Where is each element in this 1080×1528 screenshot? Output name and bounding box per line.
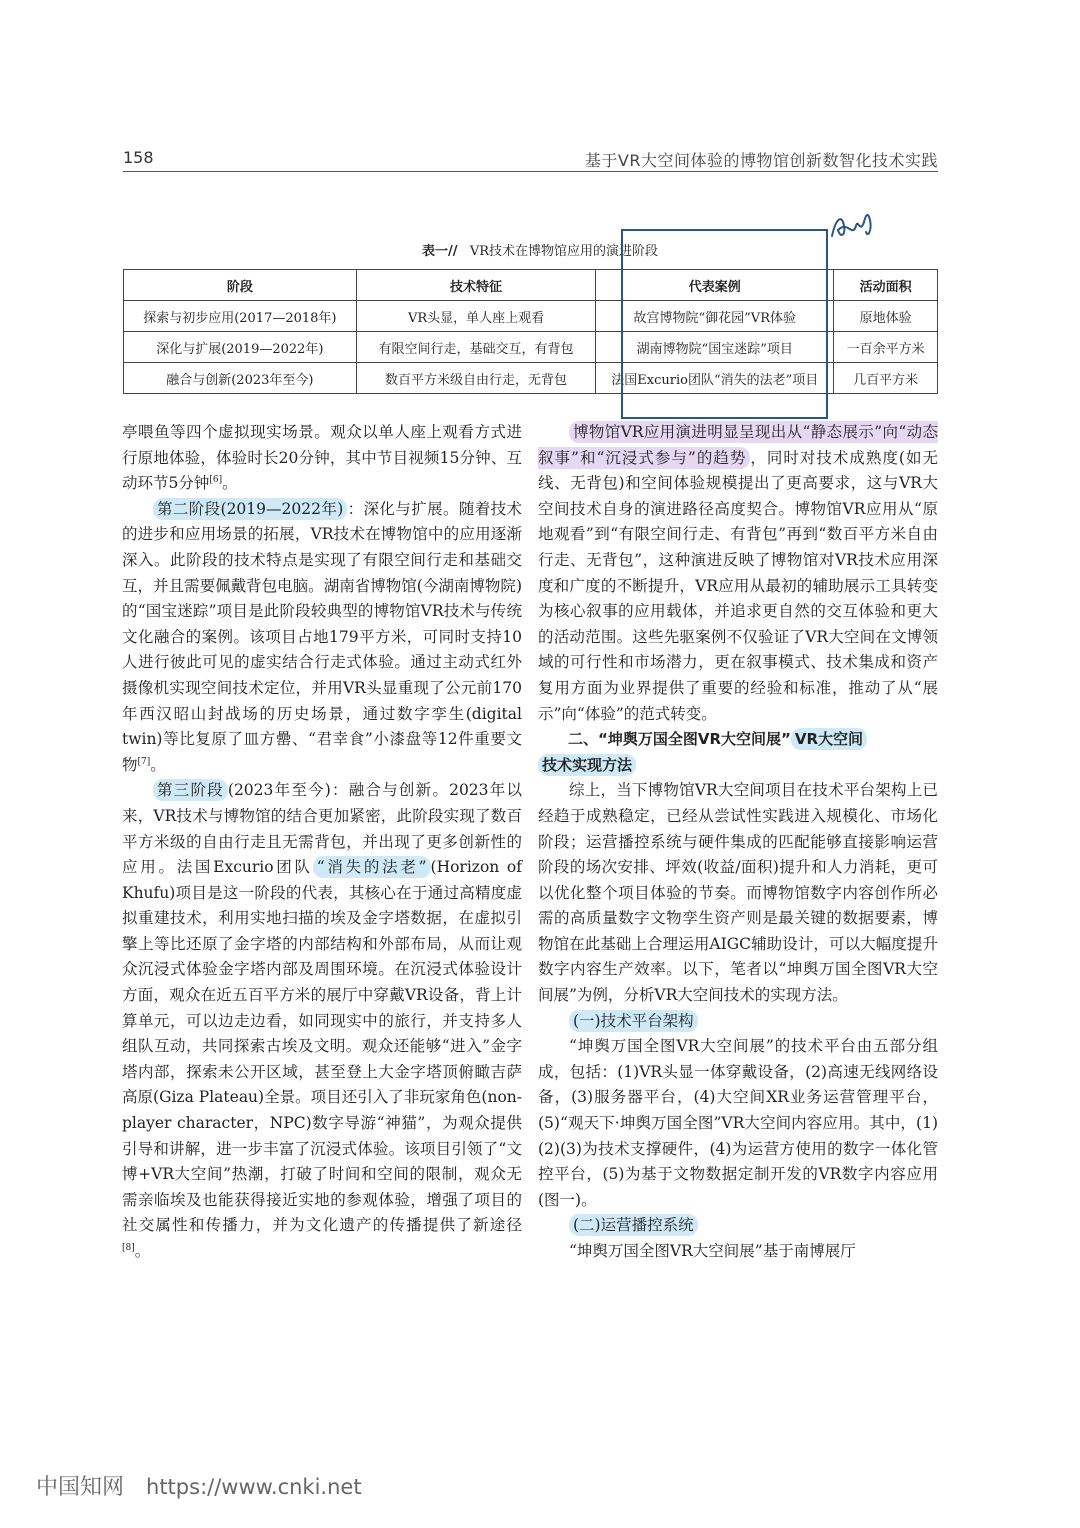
paragraph <box>122 497 522 779</box>
paragraph-text: “坤舆万国全图VR大空间展”基于南博展厅 <box>569 1242 856 1260</box>
right-column <box>538 420 938 1265</box>
subsection-heading <box>538 1009 938 1035</box>
left-column <box>122 420 522 1265</box>
highlight-stage-two: 第二阶段(2019—2022年) <box>153 498 347 520</box>
watermark-url: https://www.cnki.net <box>146 1475 362 1499</box>
highlight-vanished-pharaoh: “消失的法老” <box>313 856 431 878</box>
section-heading-text: 二、“坤舆万国全图VR大空间展” <box>568 730 791 749</box>
table-cell: 原地体验 <box>834 301 938 332</box>
paragraph <box>538 1034 938 1213</box>
annotation-rectangle <box>621 229 828 419</box>
table-header-cell: 阶段 <box>124 270 357 301</box>
header-rule <box>123 171 938 172</box>
paragraph <box>122 778 522 1264</box>
reference-mark: [6] <box>209 475 223 486</box>
paragraph-text: ：深化与扩展。随着技术的进步和应用场景的拓展，VR技术在博物馆中的应用逐渐深入。此阶段的技术特点是实现了有限空间行走和基础交互，并且需要佩戴背包电脑。湖南省博物馆(今湖南博物院)的“国宝迷踪”项目是此阶段较典型的博物馆VR技术与传统文化融合的案例。该项目占地179平方米，可同时支持10人进行彼此可见的虚实结合行走式体验。通过主动式红外摄像机实现空间技术定位，并用VR头显重现了公元前170年西汉昭山封战场的历史场景，通过数字孪生(digital twin)等比复原了皿方罍、“君幸食”小漆盘等12件重要文物 <box>122 499 522 774</box>
section-heading <box>538 727 938 778</box>
highlight-section: 技术实现方法 <box>538 754 636 776</box>
table-cell: 深化与扩展(2019—2022年) <box>124 332 357 363</box>
paragraph-text: (Horizon of Khufu)项目是这一阶段的代表，其核心在于通过高精度虚拟重建技术，利用实地扫描的埃及金字塔数据，在虚拟引擎上等比还原了金字塔的内部结构和外部布局，从而让观众沉浸式体验金字塔内部及周围环境。在沉浸式体验设计方面，观众在近五百平方米的展厅中穿戴VR设备，背上计算单元，可以边走边看，如同现实中的旅行，并支持多人组队互动，共同探索古埃及文明。观众还能够“进入”金字塔内部，探索未公开区域，甚至登上大金字塔顶俯瞰吉萨高原(Giza Plateau)全景。项目还引入了非玩家角色(non-player character，NPC)数字导游“神猫”，为观众提供引导和讲解，进一步丰富了沉浸式体验。该项目引领了“文博+VR大空间”热潮，打破了时间和空间的限制，观众无需亲临埃及也能获得接近实地的参观体验，增强了项目的社交属性和传播力，并为文化遗产的传播提供了新途径 <box>122 858 523 1235</box>
highlight-subsection: (二)运营播控系统 <box>569 1214 698 1236</box>
table-header-cell: 技术特征 <box>356 270 596 301</box>
table-header-cell: 活动面积 <box>834 270 938 301</box>
table-cell: VR头显，单人座上观看 <box>356 301 596 332</box>
table-header-cell: 代表案例 <box>596 270 834 301</box>
table-cell: 融合与创新(2023年至今) <box>124 363 357 394</box>
highlight-subsection: (一)技术平台架构 <box>569 1010 698 1032</box>
highlight-trend: 博物馆VR应用演进明显呈现出从“静态展示”向“动态叙事”和“沉浸式参与”的趋势 <box>538 423 938 467</box>
cnki-watermark <box>36 1470 362 1501</box>
paragraph-text: 综上，当下博物馆VR大空间项目在技术平台架构上已经趋于成熟稳定，已经从尝试性实践进入规模化、市场化阶段；运营播控系统与硬件集成的匹配能够直接影响运营阶段的场次安排、坪效(收益/面积)提升和人力消耗，更可以优化整个项目体验的节奏。而博物馆数字内容创作所必需的高质量数字文物孪生资产则是最关键的数据要素，博物馆在此基础上合理运用AIGC辅助设计，可以大幅度提升数字内容生产效率。以下，笔者以“坤舆万国全图VR大空间展”为例，分析VR大空间技术的实现方法。 <box>538 781 938 1005</box>
highlight-section: VR大空间 <box>791 728 867 750</box>
table-cell: 一百余平方米 <box>834 332 938 363</box>
paragraph <box>538 420 938 727</box>
paragraph-end: 。 <box>150 755 166 774</box>
table-cell: 有限空间行走，基础交互，有背包 <box>356 332 596 363</box>
paragraph-text: “坤舆万国全图VR大空间展”的技术平台由五部分组成，包括：(1)VR头显一体穿戴设备，(2)高速无线网络设备，(3)服务器平台，(4)大空间XR业务运营管理平台，(5)“观天下·坤舆万国全图”VR大空间内容应用。其中，(1)(2)(3)为技术支撑硬件，(4)为运营方使用的数字一体化管控平台，(5)为基于文物数据定制开发的VR数字内容应用(图一)。 <box>538 1037 938 1209</box>
table-cell: 探索与初步应用(2017—2018年) <box>124 301 357 332</box>
table-cell: 数百平方米级自由行走，无背包 <box>356 363 596 394</box>
paragraph-text: 亭喂鱼等四个虚拟现实场景。观众以单人座上观看方式进行原地体验，体验时长20分钟，其中节目视频15分钟、互动环节5分钟 <box>122 423 522 493</box>
highlight-stage-three: 第三阶段 <box>153 779 228 801</box>
paragraph <box>122 420 522 497</box>
paragraph-text: (2023年至今)：融合与创新。2023年以来，VR技术与博物馆的结合更加紧密，此阶段实现了数百平方米级的自由行走且无需背包，并出现了更多创新性的应用。法国Excurio团队 <box>122 781 522 877</box>
table-caption-text: VR技术在博物馆应用的演进阶段 <box>469 244 659 259</box>
table-caption <box>0 240 1080 259</box>
table-caption-number: 表一// <box>421 244 458 259</box>
paragraph <box>538 1239 938 1265</box>
paragraph-end: 。 <box>134 1242 151 1260</box>
table-cell: 湖南博物院“国宝迷踪”项目 <box>596 332 834 363</box>
subsection-heading <box>538 1213 938 1239</box>
paragraph-end: 。 <box>222 474 238 493</box>
paragraph <box>538 778 938 1008</box>
table-cell: 故宫博物院“御花园”VR体验 <box>596 301 834 332</box>
watermark-name: 中国知网 <box>36 1475 125 1500</box>
running-title: 基于VR大空间体验的博物馆创新数智化技术实践 <box>584 151 938 170</box>
paragraph-text: ，同时对技术成熟度(如无线、无背包)和空间体验规模提出了更高要求，这与VR大空间技术自身的演进路径高度契合。博物馆VR应用从“原地观看”到“有限空间行走、有背包”再到“数百平方米自由行走、无背包”，这种演进反映了博物馆对VR技术应用深度和广度的不断提升，VR应用从最初的辅助展示工具转变为核心叙事的应用载体，并追求更自然的交互体验和更大的活动范围。这些先驱案例不仅验证了VR大空间在文博领域的可行性和市场潜力，更在叙事模式、技术集成和资产复用方面为业界提供了重要的经验和标准，推动了从“展示”向“体验”的范式转变。 <box>538 448 938 723</box>
table-cell: 法国Excurio团队“消失的法老”项目 <box>596 363 834 394</box>
page-number: 158 <box>123 148 154 167</box>
reference-mark: [8] <box>122 1242 135 1253</box>
reference-mark: [7] <box>137 756 151 767</box>
table-cell: 几百平方米 <box>834 363 938 394</box>
annotation-scribble-icon <box>828 208 878 242</box>
